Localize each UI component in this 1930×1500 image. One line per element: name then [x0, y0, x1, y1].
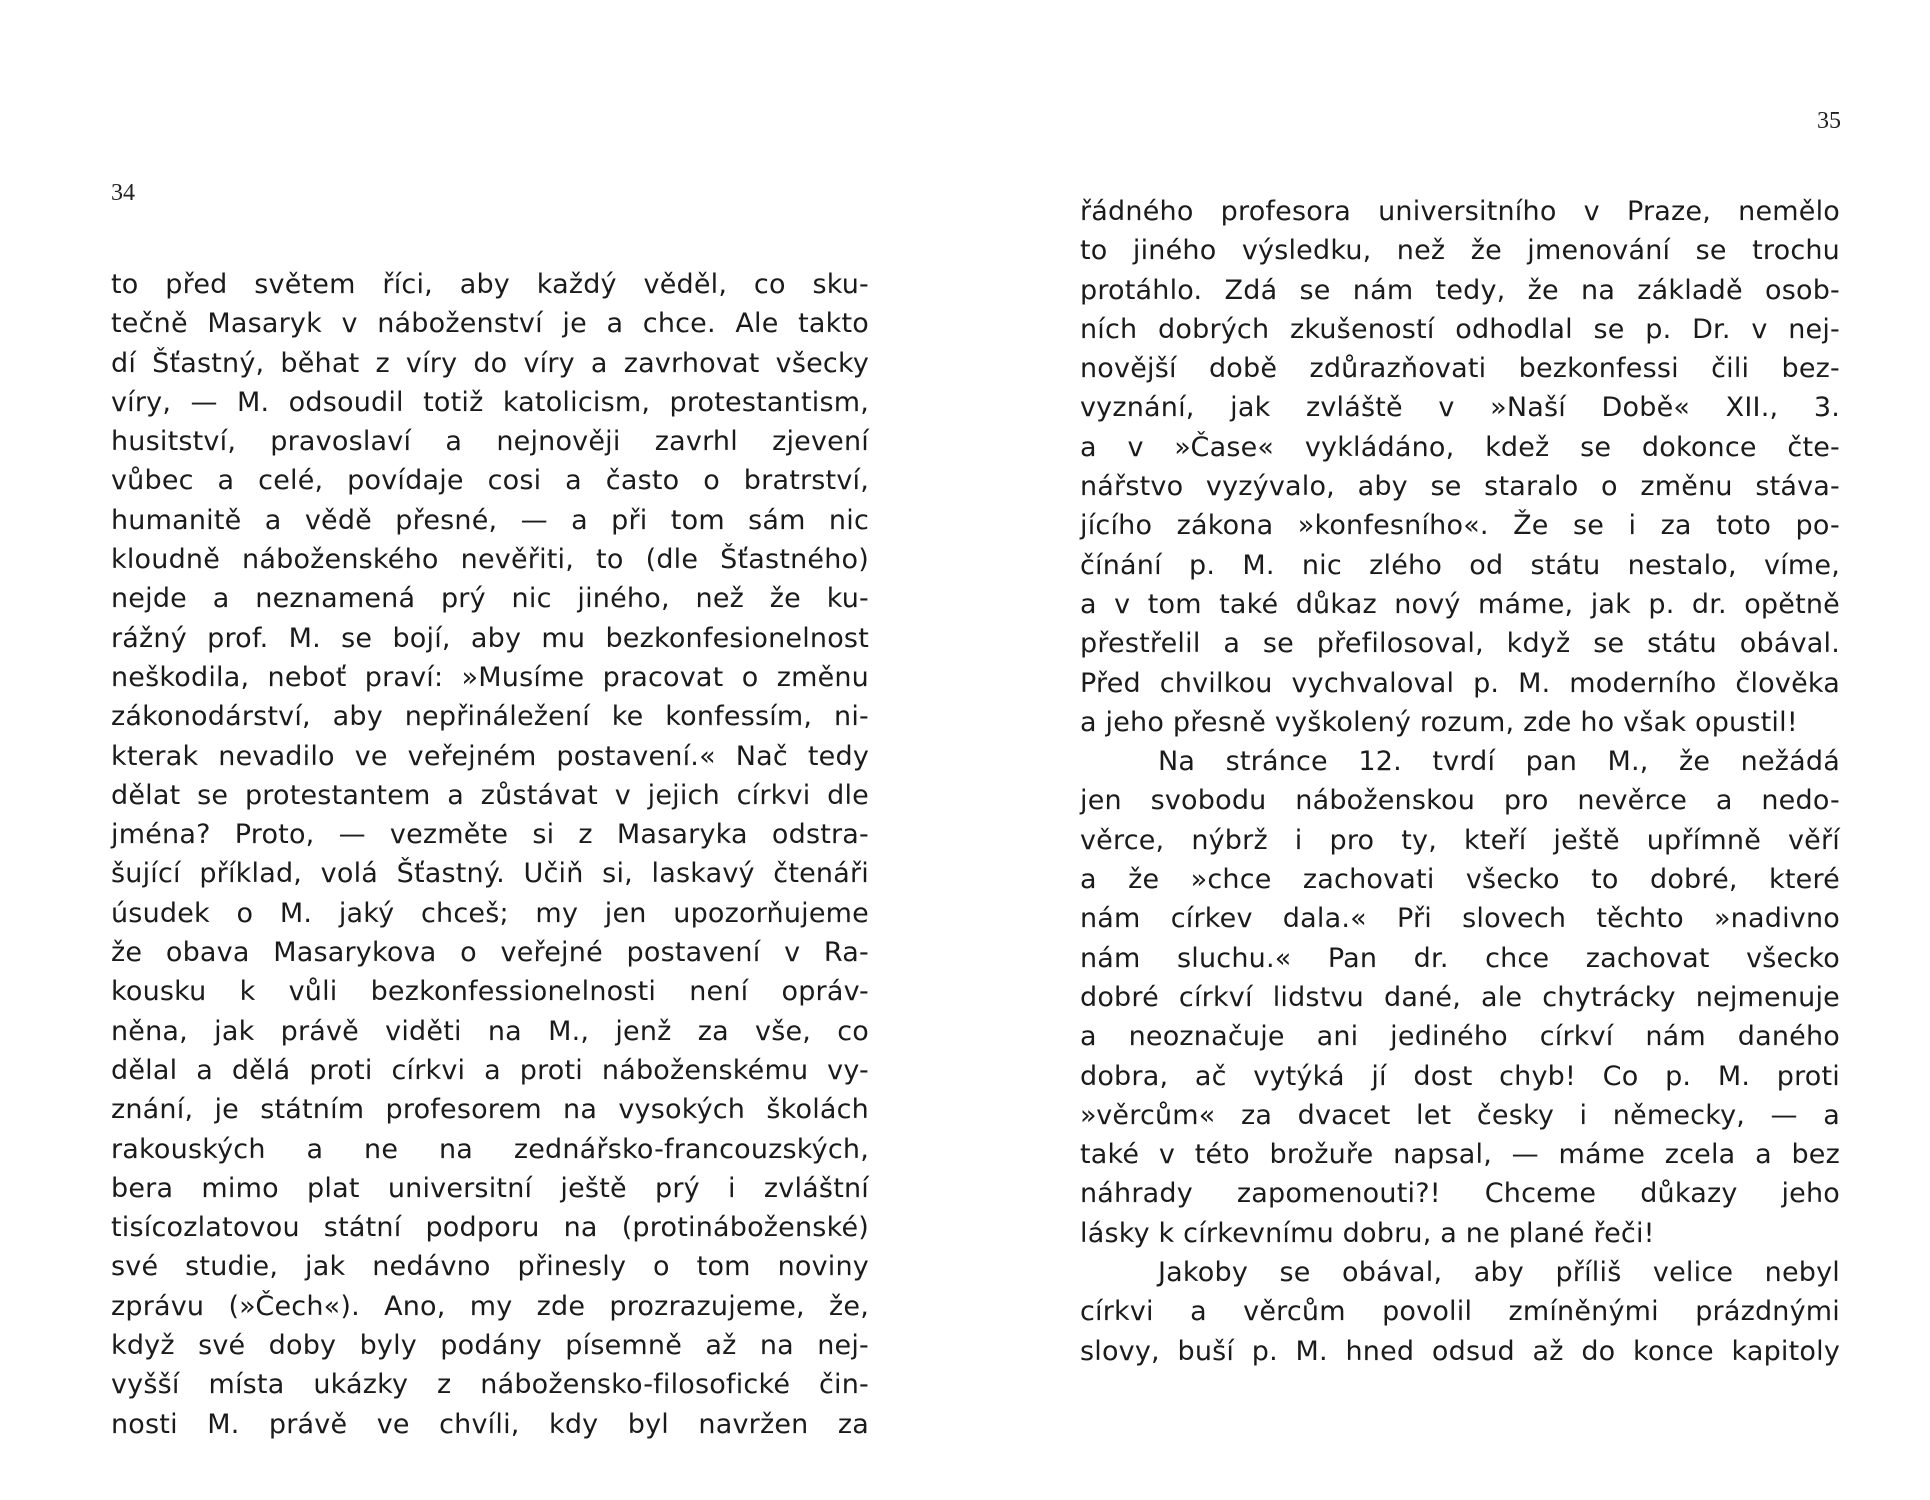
text-line: dí Šťastný, běhat z víry do víry a zavrhovat všecky	[111, 347, 869, 379]
text-line: a jeho přesně vyškolený rozum, zde ho však opustil!	[1080, 706, 1798, 738]
text-line: šující příklad, volá Šťastný. Učiň si, laskavý čtenáři	[111, 858, 869, 890]
text-line: církvi a věrcům povolil zmíněnými prázdnými	[1080, 1296, 1840, 1328]
text-line: jícího zákona »konfesního«. Že se i za toto po-	[1080, 510, 1840, 542]
text-line: také v této brožuře napsal, — máme zcela a bez	[1080, 1139, 1840, 1171]
text-line: své studie, jak nedávno přinesly o tom noviny	[111, 1251, 869, 1283]
text-line: nám církev dala.« Při slovech těchto »nadivno	[1080, 903, 1840, 935]
page-number: 35	[1817, 108, 1841, 134]
text-line: a neoznačuje ani jediného církví nám daného	[1080, 1021, 1840, 1053]
text-line: přestřelil a se přefilosoval, když se státu obával.	[1080, 628, 1840, 660]
text-line: zákonodárství, aby nepřináležení ke konfessím, ni-	[111, 701, 869, 733]
text-line: zprávu (»Čech«). Ano, my zde prozrazujeme, že,	[111, 1290, 869, 1322]
text-line: že obava Masarykova o veřejné postavení v Ra-	[111, 937, 869, 969]
text-line: dobré církví lidstvu dané, ale chytrácky nejmenuje	[1080, 981, 1840, 1013]
text-line: nosti M. právě ve chvíli, kdy byl navržen za	[111, 1408, 869, 1440]
text-line: dobra, ač vytýká jí dost chyb! Co p. M. proti	[1080, 1060, 1840, 1092]
text-line: něna, jak právě viděti na M., jenž za vše, co	[111, 1015, 869, 1047]
text-line: neškodila, neboť praví: »Musíme pracovat o změnu	[111, 661, 869, 693]
text-line: vyznání, jak zvláště v »Naší Době« XII., 3.	[1080, 392, 1840, 424]
text-line: kousku k vůli bezkonfessionelnosti není opráv-	[111, 976, 869, 1008]
text-line: a v »Čase« vykládáno, kdež se dokonce čte-	[1080, 431, 1840, 463]
text-line: nám sluchu.« Pan dr. chce zachovat všecko	[1080, 942, 1840, 974]
text-line: slovy, buší p. M. hned odsud až do konce kapitoly	[1080, 1335, 1840, 1367]
text-line: dělat se protestantem a zůstávat v jejich církvi dle	[111, 779, 869, 811]
text-line: když své doby byly podány písemně až na nej-	[111, 1330, 869, 1362]
text-line: jen svobodu náboženskou pro nevěrce a nedo-	[1080, 785, 1840, 817]
text-line: »věrcům« za dvacet let česky i německy, — a	[1080, 1099, 1840, 1131]
text-line: náhrady zapomenouti?! Chceme důkazy jeho	[1080, 1178, 1840, 1210]
page-number: 34	[111, 180, 135, 206]
text-line: Před chvilkou vychvaloval p. M. moderního člověka	[1080, 667, 1840, 699]
text-line: věrce, nýbrž i pro ty, kteří ještě upřímně věří	[1080, 824, 1840, 856]
text-line: humanitě a vědě přesné, — a při tom sám nic	[111, 504, 869, 536]
text-line: vyšší místa ukázky z nábožensko-filosofické čin-	[111, 1369, 869, 1401]
text-line: ních dobrých zkušeností odhodlal se p. Dr. v nej-	[1080, 313, 1840, 345]
text-line: kloudně náboženského nevěřiti, to (dle Šťastného)	[111, 544, 869, 576]
text-line: čínání p. M. nic zlého od státu nestalo, víme,	[1080, 549, 1840, 581]
text-line: to jiného výsledku, než že jmenování se trochu	[1080, 235, 1840, 267]
text-line: nářstvo vyzývalo, aby se staralo o změnu stáva-	[1080, 471, 1840, 503]
text-line: Jakoby se obával, aby příliš velice nebyl	[1158, 1257, 1840, 1289]
text-line: husitství, pravoslaví a nejnověji zavrhl zjevení	[111, 426, 869, 458]
text-line: kterak nevadilo ve veřejném postavení.« Nač tedy	[111, 740, 869, 772]
text-line: protáhlo. Zdá se nám tedy, že na základě osob-	[1080, 274, 1840, 306]
body-text	[111, 265, 869, 1444]
text-line: vůbec a celé, povídaje cosi a často o bratrství,	[111, 465, 869, 497]
text-line: to před světem říci, aby každý věděl, co sku-	[111, 269, 869, 300]
text-line: nejde a neznamená prý nic jiného, než že ku-	[111, 583, 869, 615]
text-line: a v tom také důkaz nový máme, jak p. dr. opětně	[1080, 588, 1840, 620]
text-line: rážný prof. M. se bojí, aby mu bezkonfesionelnost	[111, 622, 869, 654]
text-line: úsudek o M. jaký chceš; my jen upozorňujeme	[111, 897, 869, 929]
text-line: dělal a dělá proti církvi a proti náboženskému vy-	[111, 1054, 869, 1086]
text-line: víry, — M. odsoudil totiž katolicism, protestantism,	[111, 386, 869, 418]
text-line: řádného profesora universitního v Praze, nemělo	[1080, 196, 1840, 227]
text-line: tisícozlatovou státní podporu na (protináboženské)	[111, 1212, 869, 1244]
text-line: lásky k církevnímu dobru, a ne plané řeči!	[1080, 1217, 1655, 1249]
text-line: jména? Proto, — vezměte si z Masaryka odstra-	[111, 819, 869, 851]
text-line: bera mimo plat universitní ještě prý i zvláštní	[111, 1172, 869, 1204]
text-line: Na stránce 12. tvrdí pan M., že nežádá	[1158, 746, 1840, 778]
right-page	[965, 0, 1930, 1500]
text-line: znání, je státním profesorem na vysokých školách	[111, 1094, 869, 1126]
text-line: tečně Masaryk v náboženství je a chce. Ale takto	[111, 308, 869, 340]
text-line: a že »chce zachovati všecko to dobré, které	[1080, 864, 1840, 896]
text-line: rakouských a ne na zednářsko-francouzských,	[111, 1133, 869, 1165]
text-line: novější době zdůrazňovati bezkonfessi čili bez-	[1080, 353, 1840, 385]
body-text	[1080, 192, 1840, 1371]
